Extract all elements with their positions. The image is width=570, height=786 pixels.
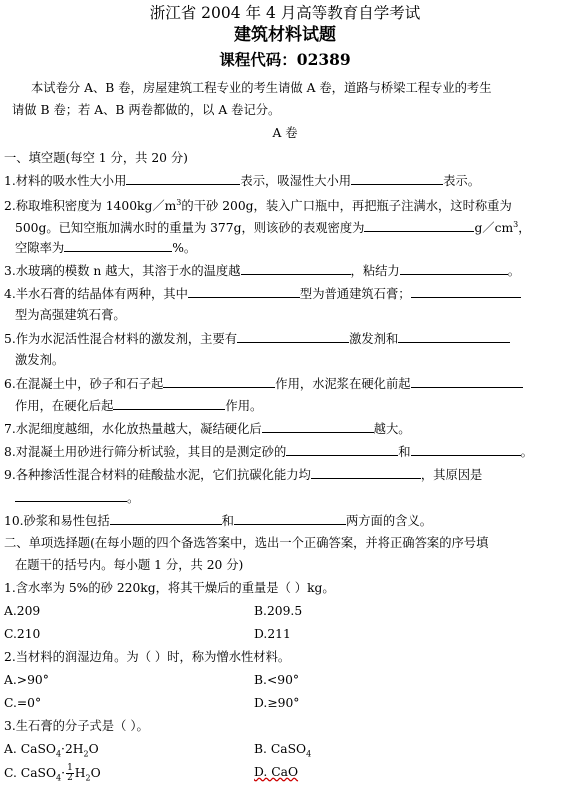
choice-question-3: 3.生石膏的分子式是（ ）。 xyxy=(4,719,149,733)
choice-option-d[interactable]: D.≥90° xyxy=(254,696,300,710)
fill-question-8: 8.对混凝土用砂进行筛分析试验，其目的是测定砂的 和 。 xyxy=(4,445,533,459)
answer-blank[interactable] xyxy=(286,443,398,456)
course-code: 课程代码：02389 xyxy=(219,50,351,69)
answer-blank[interactable] xyxy=(126,172,240,185)
choice-question-1: 1.含水率为 5%的砂 220kg，将其干燥后的重量是（ ）kg。 xyxy=(4,581,335,595)
intro-line-2: 请做 B 卷；若 A、B 两卷都做的，以 A 卷记分。 xyxy=(12,103,281,117)
answer-blank[interactable] xyxy=(234,512,346,525)
fill-question-3: 3.水玻璃的模数 n 越大，其溶于水的温度越 ，粘结力 。 xyxy=(4,264,521,278)
fill-question-2-cont2: 空隙率为 %。 xyxy=(15,241,197,255)
answer-blank[interactable] xyxy=(411,285,521,298)
answer-blank[interactable] xyxy=(400,262,508,275)
fill-question-4: 4.半水石膏的结晶体有两种，其中 型为普通建筑石膏； xyxy=(4,285,521,302)
fill-question-6: 6.在混凝土中，砂子和石子起 作用，水泥浆在硬化前起 xyxy=(4,375,523,392)
fill-question-1: 1.材料的吸水性大小用 表示，吸湿性大小用 表示。 xyxy=(4,174,480,188)
choice-option-c[interactable]: C.=0° xyxy=(4,696,42,710)
answer-blank[interactable] xyxy=(411,443,521,456)
fill-question-7: 7.水泥细度越细，水化放热量越大，凝结硬化后 越大。 xyxy=(4,422,411,436)
answer-blank[interactable] xyxy=(188,285,300,298)
choice-option-d[interactable]: D. CaO xyxy=(254,765,299,779)
answer-blank[interactable] xyxy=(15,489,127,502)
intro-line-1: 本试卷分 A、B 卷，房屋建筑工程专业的考生请做 A 卷，道路与桥梁工程专业的考生 xyxy=(31,81,492,95)
answer-blank[interactable] xyxy=(364,219,474,232)
answer-blank[interactable] xyxy=(163,375,275,388)
choice-option-a[interactable]: A.209 xyxy=(4,604,41,618)
exam-header-line: 浙江省 2004 年 4 月高等教育自学考试 xyxy=(149,4,421,22)
answer-blank[interactable] xyxy=(241,262,351,275)
fill-question-5: 5.作为水泥活性混合材料的激发剂，主要有 激发剂和 xyxy=(4,330,510,347)
section2-title-cont: 在题干的括号内。每小题 1 分，共 20 分) xyxy=(15,558,244,572)
answer-blank[interactable] xyxy=(262,420,374,433)
answer-blank[interactable] xyxy=(311,466,421,479)
choice-option-c[interactable]: C.210 xyxy=(4,627,41,641)
choice-option-a[interactable]: A. $CaSO_4\cdot 2H_2O$ xyxy=(4,742,99,759)
answer-blank[interactable] xyxy=(64,239,172,252)
choice-option-b[interactable]: B.209.5 xyxy=(254,604,303,618)
answer-blank[interactable] xyxy=(237,330,349,343)
fill-question-9: 9.各种掺活性混合材料的硅酸盐水泥，它们抗碳化能力均 ，其原因是 xyxy=(4,468,483,482)
fill-question-10: 10.砂浆和易性包括 和 两方面的含义。 xyxy=(4,514,433,528)
answer-blank[interactable] xyxy=(110,512,222,525)
fill-question-2: 2.称取堆积密度为 $1400kg/m^3$的干砂 200g，装入广口瓶中，再把瓶子注满水，这时称重为 xyxy=(4,198,512,214)
fraction-one-half: $\frac{1}{2}$ xyxy=(67,763,73,783)
volume-label: A 卷 xyxy=(272,126,298,140)
answer-blank[interactable] xyxy=(398,330,510,343)
choice-option-d[interactable]: D.211 xyxy=(254,627,291,641)
choice-option-a[interactable]: A.>90° xyxy=(4,673,49,687)
answer-blank[interactable] xyxy=(411,375,523,388)
choice-option-b[interactable]: B. CaSO$_4$ xyxy=(254,742,312,759)
answer-blank[interactable] xyxy=(113,397,225,410)
fill-question-9-cont: 。 xyxy=(15,489,139,506)
exam-subject-title: 建筑材料试题 xyxy=(234,25,336,45)
choice-option-b[interactable]: B.<90° xyxy=(254,673,300,687)
fill-question-2-cont: 500g。已知空瓶加满水时的重量为 377g，则该砂的表观密度为 $g/cm^3$， xyxy=(15,220,531,236)
section2-title: 二、单项选择题(在每小题的四个备选答案中，选出一个正确答案，并将正确答案的序号填 xyxy=(4,536,489,550)
fill-question-4-cont: 型为高强建筑石膏。 xyxy=(15,308,126,322)
choice-question-2: 2.当材料的润湿边角。为（ ）时，称为憎水性材料。 xyxy=(4,650,291,664)
section1-title: 一、填空题(每空 1 分，共 20 分) xyxy=(4,151,188,165)
fill-question-5-cont: 激发剂。 xyxy=(15,353,65,367)
answer-blank[interactable] xyxy=(351,172,443,185)
fill-question-6-cont: 作用，在硬化后起 作用。 xyxy=(15,399,263,413)
choice-option-c[interactable]: C. CaSO$_4$· $\frac{1}{2}$ $H_2O$ xyxy=(4,763,101,783)
